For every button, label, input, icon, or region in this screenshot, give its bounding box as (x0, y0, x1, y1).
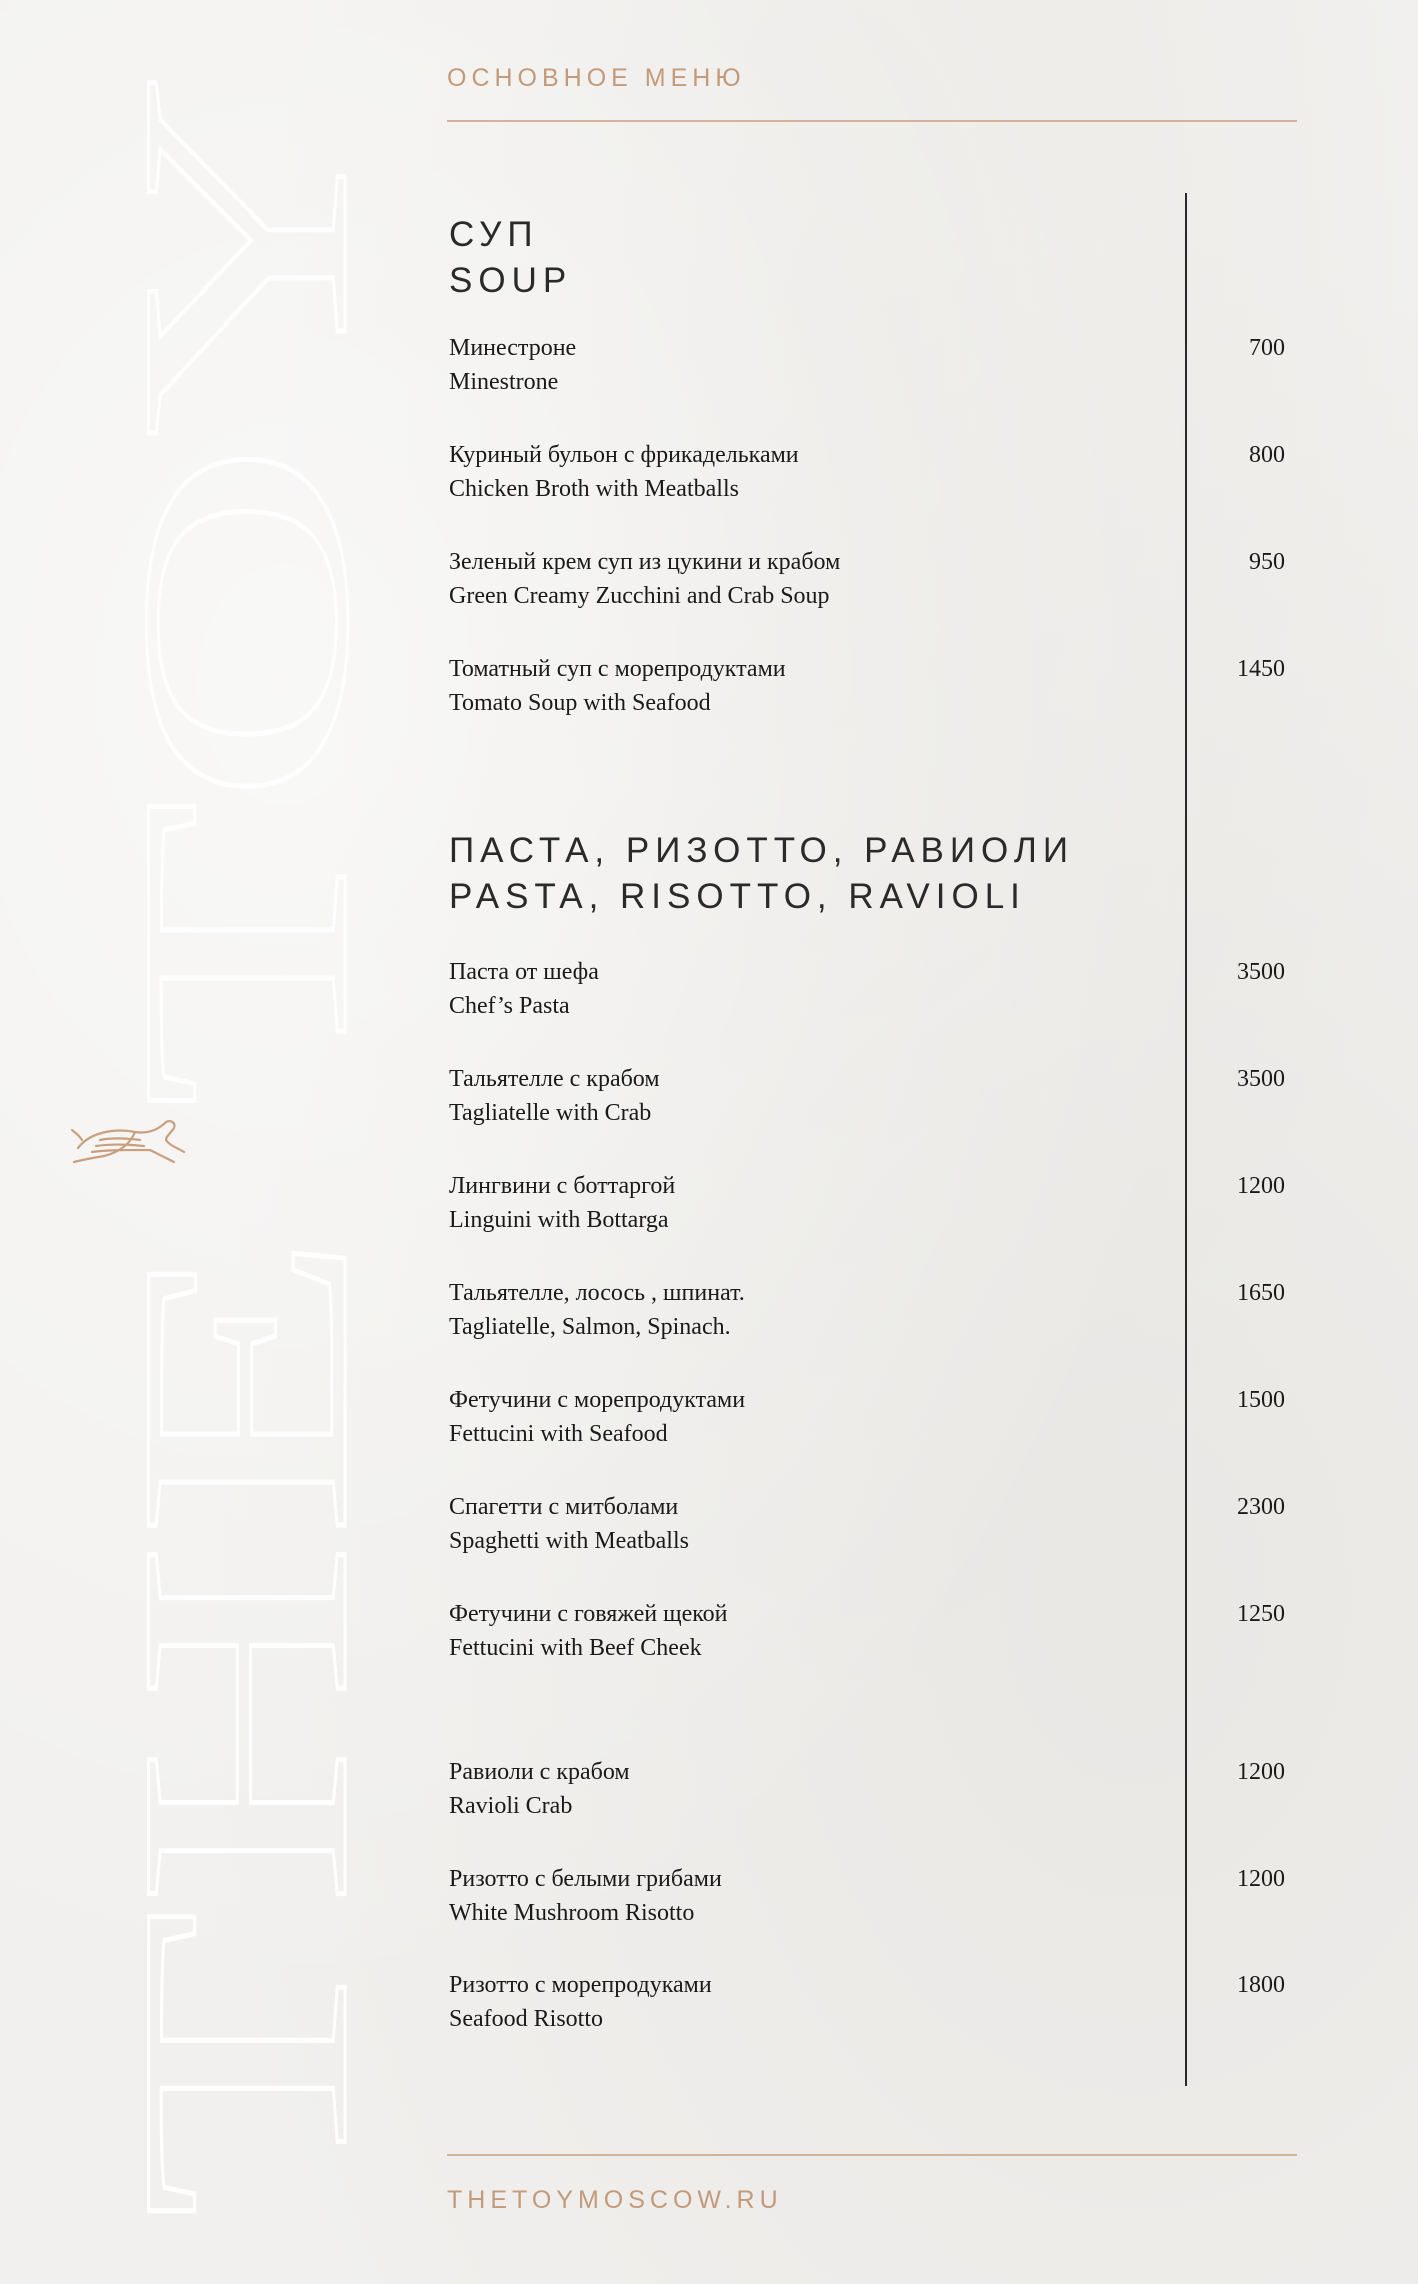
menu-header-label: ОСНОВНОЕ МЕНЮ (447, 64, 746, 92)
item-name-ru: Равиоли с крабом (449, 1759, 630, 1785)
item-price: 1800 (1237, 1972, 1285, 1998)
item-name-ru: Паста от шефа (449, 959, 599, 985)
item-name-en: Tagliatelle, Salmon, Spinach. (449, 1314, 731, 1340)
item-name-ru: Лингвини с боттаргой (449, 1173, 676, 1199)
item-name-en: Seafood Risotto (449, 2006, 603, 2032)
item-name-ru: Ризотто с белыми грибами (449, 1866, 722, 1892)
item-name-ru: Спагетти с митболами (449, 1494, 679, 1520)
item-name-ru: Ризотто с морепродуками (449, 1972, 712, 1998)
menu-item (449, 1062, 1285, 1132)
item-price: 700 (1249, 335, 1285, 361)
item-name-ru: Тальятелле с крабом (449, 1066, 660, 1092)
item-name-ru: Тальятелле, лосось , шпинат. (449, 1280, 745, 1306)
item-price: 950 (1249, 549, 1285, 575)
menu-item (449, 1169, 1285, 1239)
menu-item (449, 1597, 1285, 1667)
item-name-en: Linguini with Bottarga (449, 1207, 669, 1233)
item-name-en: Tomato Soup with Seafood (449, 690, 711, 716)
item-name-en: Chicken Broth with Meatballs (449, 476, 739, 502)
item-name-en: Spaghetti with Meatballs (449, 1528, 689, 1554)
item-name-en: Chef’s Pasta (449, 993, 570, 1019)
item-price: 3500 (1237, 1066, 1285, 1092)
item-name-ru: Томатный суп с морепродуктами (449, 656, 786, 682)
footer-divider (447, 2154, 1297, 2156)
item-name-ru: Минестроне (449, 335, 577, 361)
website-link[interactable]: THETOYMOSCOW.RU (447, 2186, 783, 2214)
item-name-ru: Куриный бульон с фрикадельками (449, 442, 799, 468)
section-title-ru: СУП (449, 215, 539, 254)
item-price: 1450 (1237, 656, 1285, 682)
menu-item (449, 1383, 1285, 1453)
item-name-ru: Фетучини с говяжей щекой (449, 1601, 728, 1627)
menu-item (449, 652, 1285, 722)
item-name-ru: Зеленый крем суп из цукини и крабом (449, 549, 841, 575)
item-name-ru: Фетучини с морепродуктами (449, 1387, 746, 1413)
menu-item (449, 955, 1285, 1025)
menu-item (449, 331, 1285, 401)
section-title-pasta (449, 828, 1074, 920)
item-name-en: Minestrone (449, 369, 559, 395)
menu-item (449, 1276, 1285, 1346)
item-price: 1500 (1237, 1387, 1285, 1413)
section-title-en: SOUP (449, 261, 573, 300)
item-name-en: Green Creamy Zucchini and Crab Soup (449, 583, 830, 609)
item-price: 3500 (1237, 959, 1285, 985)
menu-item (449, 545, 1285, 615)
menu-item (449, 1490, 1285, 1560)
item-name-en: Ravioli Crab (449, 1793, 573, 1819)
item-name-en: White Mushroom Risotto (449, 1900, 695, 1926)
section-title-en: PASTA, RISOTTO, RAVIOLI (449, 877, 1026, 916)
menu-item (449, 1968, 1285, 2038)
item-price: 2300 (1237, 1494, 1285, 1520)
menu-item (449, 438, 1285, 508)
item-price: 1250 (1237, 1601, 1285, 1627)
brand-wordmark-text: THE TOY (78, 956, 410, 2220)
item-name-en: Fettucini with Seafood (449, 1421, 668, 1447)
section-title-ru: ПАСТА, РИЗОТТО, РАВИОЛИ (449, 831, 1074, 870)
item-price: 1200 (1237, 1173, 1285, 1199)
item-name-en: Tagliatelle with Crab (449, 1100, 652, 1126)
menu-item (449, 1755, 1285, 1825)
item-price: 1200 (1237, 1759, 1285, 1785)
item-price: 800 (1249, 442, 1285, 468)
running-dog-icon (70, 1110, 190, 1170)
header-divider (447, 120, 1297, 122)
item-price: 1200 (1237, 1866, 1285, 1892)
section-title-soup (449, 212, 572, 304)
item-price: 1650 (1237, 1280, 1285, 1306)
menu-item (449, 1862, 1285, 1932)
item-name-en: Fettucini with Beef Cheek (449, 1635, 702, 1661)
